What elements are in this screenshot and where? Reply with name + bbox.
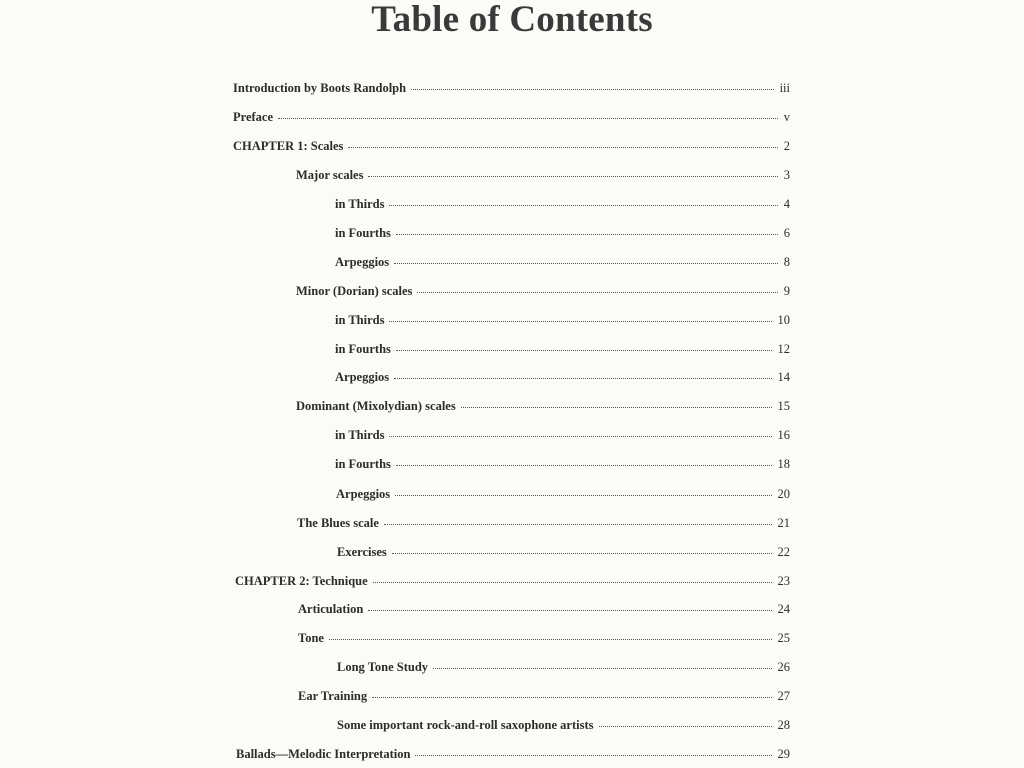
toc-entry [337,544,790,560]
toc-entry-label: Arpeggios [335,255,390,269]
toc-entry-page-number: 20 [777,487,790,501]
toc-entry-page-number: 12 [777,342,790,356]
toc-entry-page-number: 14 [777,370,790,384]
toc-entry-label: Exercises [337,545,387,559]
dot-leader [395,495,771,496]
toc-entry [337,659,790,675]
dot-leader [329,639,772,640]
dot-leader [368,176,777,177]
toc-entry-page-number: iii [779,81,790,95]
toc-entry [296,398,790,414]
toc-entry-page-number: 9 [783,284,790,298]
page-title: Table of Contents [371,0,653,40]
dot-leader [411,89,773,90]
toc-entry-label: in Thirds [335,428,385,442]
dot-leader [392,553,772,554]
toc-entry-page-number: 29 [777,747,790,761]
toc-entry-page-number: 21 [777,516,790,530]
toc-entry [335,341,790,357]
dot-leader [389,321,771,322]
toc-entry-label: in Thirds [335,197,385,211]
dot-leader [417,292,777,293]
toc-entry-label: Preface [233,110,274,124]
toc-entry [297,515,790,531]
toc-entry-label: Minor (Dorian) scales [296,284,413,298]
toc-entry-label: in Thirds [335,313,385,327]
toc-entry-page-number: v [783,110,790,124]
dot-leader [368,610,771,611]
toc-entry-label: The Blues scale [297,516,379,530]
toc-entry-label: Introduction by Boots Randolph [233,81,407,95]
dot-leader [396,350,772,351]
toc-entry [335,312,790,328]
toc-entry-page-number: 28 [777,718,790,732]
toc-entry-page-number: 15 [777,399,790,413]
toc-entry [335,254,790,270]
dot-leader [389,205,777,206]
toc-entry-label: Ear Training [298,689,368,703]
dot-leader [372,697,771,698]
toc-entry-page-number: 22 [777,545,790,559]
dot-leader [396,234,778,235]
dot-leader [396,465,772,466]
toc-entry-page-number: 8 [783,255,790,269]
toc-entry [335,196,790,212]
toc-entry [296,167,790,183]
dot-leader [461,407,772,408]
toc-entry [337,717,790,733]
dot-leader [394,378,771,379]
toc-entry [335,427,790,443]
dot-leader [415,755,771,756]
toc-entry-page-number: 4 [783,197,790,211]
dot-leader [599,726,772,727]
dot-leader [373,582,772,583]
toc-entry [335,369,790,385]
toc-entry [296,283,790,299]
toc-entry [233,80,790,96]
toc-entry-page-number: 6 [783,226,790,240]
toc-entry [233,138,790,154]
toc-entry [335,456,790,472]
dot-leader [278,118,778,119]
toc-entry-page-number: 10 [777,313,790,327]
toc-entry-label: Arpeggios [336,487,391,501]
toc-entry-page-number: 24 [777,602,790,616]
toc-entry [235,573,790,589]
dot-leader [433,668,771,669]
toc-entry [335,225,790,241]
toc-entry [336,486,790,502]
toc-entry [298,630,790,646]
toc-entry-label: Tone [298,631,324,645]
toc-entry-label: Dominant (Mixolydian) scales [296,399,456,413]
toc-entry [236,746,790,762]
dot-leader [384,524,772,525]
toc-entry-label: CHAPTER 2: Technique [235,574,368,588]
toc-entry-page-number: 18 [777,457,790,471]
toc-entry-label: in Fourths [335,457,391,471]
toc-entry-label: Ballads—Melodic Interpretation [236,747,411,761]
dot-leader [394,263,778,264]
toc-entry-page-number: 26 [777,660,790,674]
toc-entry-label: Long Tone Study [337,660,429,674]
toc-entry-label: in Fourths [335,342,391,356]
toc-entry-label: Major scales [296,168,364,182]
toc-entry [298,688,790,704]
toc-entry [233,109,790,125]
toc-entry [298,601,790,617]
toc-entry-page-number: 3 [783,168,790,182]
toc-entry-label: CHAPTER 1: Scales [233,139,344,153]
toc-entry-page-number: 25 [777,631,790,645]
toc-entry-page-number: 2 [783,139,790,153]
dot-leader [348,147,777,148]
toc-entry-label: in Fourths [335,226,391,240]
toc-entry-label: Some important rock-and-roll saxophone artists [337,718,594,732]
toc-entry-label: Articulation [298,602,364,616]
toc-entry-label: Arpeggios [335,370,390,384]
dot-leader [389,436,771,437]
toc-entry-page-number: 23 [777,574,790,588]
toc-entry-page-number: 16 [777,428,790,442]
toc-entry-page-number: 27 [777,689,790,703]
